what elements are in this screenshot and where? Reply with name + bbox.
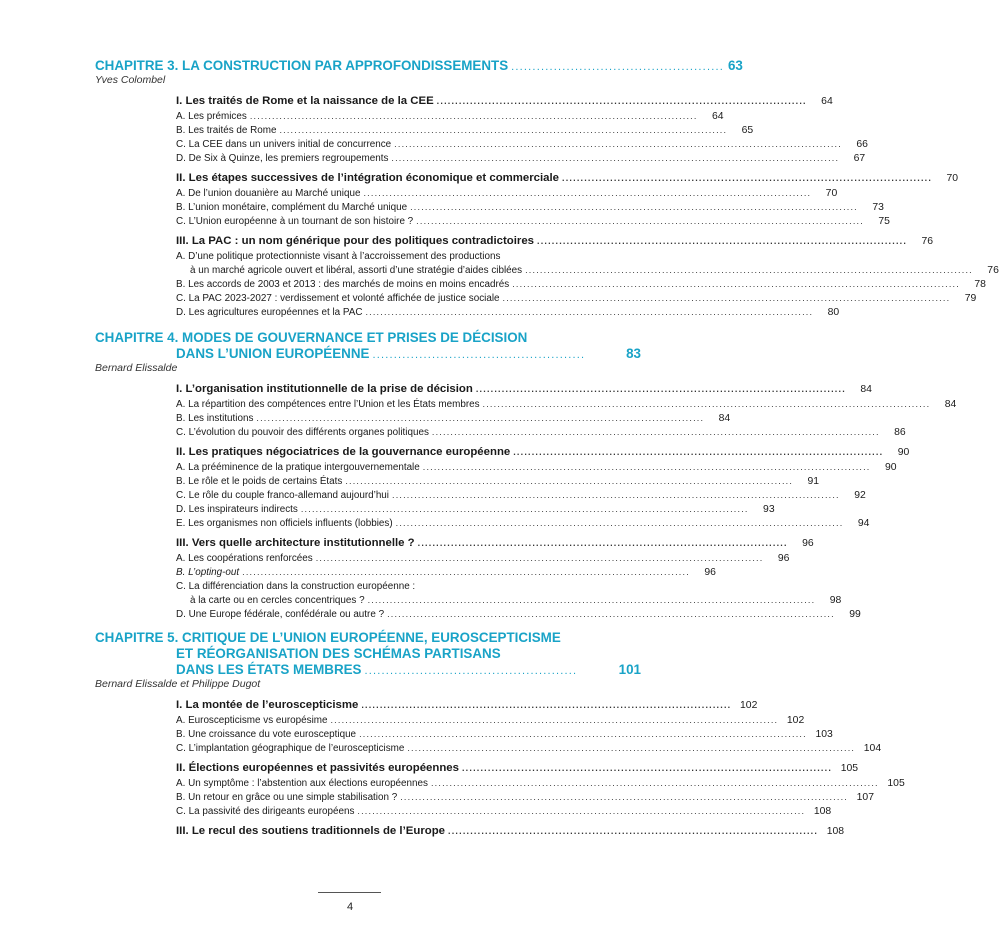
chapter-4-toc	[176, 382, 957, 621]
toc-item[interactable]: C. La passivité des dirigeants européens ......................................................................................................................... 108	[176, 806, 832, 817]
chapter-5-toc	[176, 698, 905, 839]
toc-item[interactable]: C. Le rôle du couple franco-allemand aujourd’hui ......................................................................................................................... 92	[176, 490, 866, 501]
toc-item[interactable]: B. L’union monétaire, complément du Marché unique ......................................................................................................................... 73	[176, 202, 884, 213]
toc-item[interactable]: A. Un symptôme : l’abstention aux élections européennes ......................................................................................................................... 105	[176, 778, 905, 789]
toc-item[interactable]: à un marché agricole ouvert et libéral, assorti d’une stratégie d’aides ciblées ......................................................................................................................... 76	[190, 265, 999, 276]
chapter-5-title-line-2: ET RÉORGANISATION DES SCHÉMAS PARTISANS	[95, 646, 641, 662]
toc-section[interactable]: III. Vers quelle architecture institutionnelle ? .................................................................................................... 96	[176, 537, 814, 549]
toc-item[interactable]: C. La PAC 2023-2027 : verdissement et volonté affichée de justice sociale ......................................................................................................................... 79	[176, 293, 977, 304]
toc-item[interactable]: A. La prééminence de la pratique intergouvernementale ......................................................................................................................... 90	[176, 462, 897, 473]
toc-item[interactable]: D. De Six à Quinze, les premiers regroupements ......................................................................................................................... 67	[176, 153, 866, 164]
toc-item[interactable]: B. Les institutions ......................................................................................................................... 84	[176, 413, 731, 424]
chapter-5-heading[interactable]	[95, 630, 641, 691]
toc-item[interactable]: A. De l’union douanière au Marché unique ......................................................................................................................... 70	[176, 188, 838, 199]
toc-item[interactable]: A. Euroscepticisme vs europésime ......................................................................................................................... 102	[176, 715, 805, 726]
toc-item[interactable]: B. Une croissance du vote eurosceptique ......................................................................................................................... 103	[176, 729, 833, 740]
toc-section[interactable]: I. Les traités de Rome et la naissance de la CEE .................................................................................................... 64	[176, 95, 833, 107]
chapter-5-author: Bernard Elissalde et Philippe Dugot	[95, 678, 261, 690]
chapter-5-title-line-3: DANS LES ÉTATS MEMBRES .................................................. 101	[176, 662, 641, 677]
toc-section[interactable]: III. La PAC : un nom générique pour des politiques contradictoires .................................................................................................... 76	[176, 235, 934, 247]
chapter-5-page: 101	[618, 662, 641, 677]
chapter-4-page: 83	[626, 346, 641, 361]
toc-item[interactable]: B. Les traités de Rome ......................................................................................................................... 65	[176, 125, 754, 136]
toc-item[interactable]: C. L’évolution du pouvoir des différents organes politiques ......................................................................................................................... 86	[176, 427, 906, 438]
chapter-3-author: Yves Colombel	[95, 74, 166, 86]
toc-item[interactable]: E. Les organismes non officiels influents (lobbies) ......................................................................................................................... 94	[176, 518, 870, 529]
chapter-3-toc	[176, 94, 999, 319]
chapter-5-title-line-1: CHAPITRE 5. CRITIQUE DE L’UNION EUROPÉENNE, EUROSCEPTICISME	[95, 630, 641, 646]
chapter-4-author: Bernard Elissalde	[95, 362, 178, 374]
toc-item[interactable]: à la carte ou en cercles concentriques ? ......................................................................................................................... 98	[190, 595, 842, 606]
toc-item[interactable]: B. Le rôle et le poids de certains États ......................................................................................................................... 91	[176, 476, 820, 487]
toc-section[interactable]: I. La montée de l’euroscepticisme .................................................................................................... 102	[176, 699, 758, 711]
toc-item[interactable]: C. La CEE dans un univers initial de concurrence ......................................................................................................................... 66	[176, 139, 868, 150]
chapter-3-page: 63	[727, 58, 743, 73]
page-number: 4	[346, 901, 354, 913]
toc-item[interactable]: C. La différenciation dans la construction européenne :	[176, 581, 416, 592]
toc-item[interactable]: A. La répartition des compétences entre l’Union et les États membres ......................................................................................................................... 84	[176, 399, 957, 410]
toc-item[interactable]: B. L’opting-out ......................................................................................................................... 96	[176, 567, 716, 578]
chapter-4-heading[interactable]	[95, 330, 641, 375]
toc-item[interactable]: A. D’une politique protectionniste visant à l’accroissement des productions	[176, 251, 501, 262]
chapter-3-heading[interactable]	[95, 58, 743, 87]
toc-section[interactable]: II. Les pratiques négociatrices de la gouvernance européenne .................................................................................................... 90	[176, 446, 910, 458]
toc-section[interactable]: II. Les étapes successives de l’intégration économique et commerciale .................................................................................................... 70	[176, 172, 959, 184]
toc-section[interactable]: I. L’organisation institutionnelle de la prise de décision .................................................................................................... 84	[176, 383, 872, 395]
toc-item[interactable]: C. L’implantation géographique de l’euroscepticisme ......................................................................................................................... 104	[176, 743, 882, 754]
toc-item[interactable]: B. Un retour en grâce ou une simple stabilisation ? ......................................................................................................................... 107	[176, 792, 874, 803]
toc-item[interactable]: A. Les coopérations renforcées ......................................................................................................................... 96	[176, 553, 790, 564]
toc-item[interactable]: C. L’Union européenne à un tournant de son histoire ? ......................................................................................................................... 75	[176, 216, 890, 227]
footer-rule	[318, 892, 381, 893]
chapter-4-title-line-1: CHAPITRE 4. MODES DE GOUVERNANCE ET PRISES DE DÉCISION	[95, 330, 641, 346]
toc-item[interactable]: D. Les agricultures européennes et la PAC ......................................................................................................................... 80	[176, 307, 840, 318]
toc-item[interactable]: D. Une Europe fédérale, confédérale ou autre ? ......................................................................................................................... 99	[176, 609, 861, 620]
toc-section[interactable]: II. Élections européennes et passivités européennes .................................................................................................... 105	[176, 762, 859, 774]
toc-section[interactable]: III. Le recul des soutiens traditionnels de l’Europe .................................................................................................... 108	[176, 825, 845, 837]
chapter-3-title: CHAPITRE 3. LA CONSTRUCTION PAR APPROFONDISSEMENTS .................................................. 63	[95, 58, 743, 73]
chapter-4-title-line-2: DANS L’UNION EUROPÉENNE .................................................. 83	[176, 346, 641, 361]
toc-item[interactable]: D. Les inspirateurs indirects ......................................................................................................................... 93	[176, 504, 775, 515]
toc-item[interactable]: A. Les prémices ......................................................................................................................... 64	[176, 111, 724, 122]
toc-item[interactable]: B. Les accords de 2003 et 2013 : des marchés de moins en moins encadrés ......................................................................................................................... 78	[176, 279, 986, 290]
